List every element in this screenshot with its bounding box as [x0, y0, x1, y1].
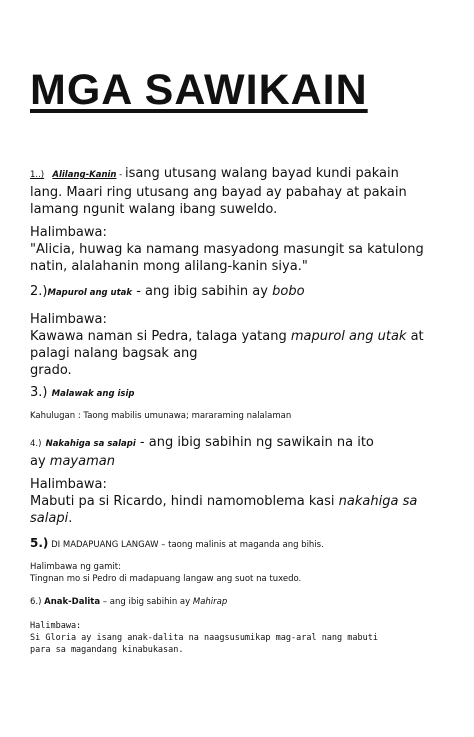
entry-1-example: Halimbawa: "Alicia, huwag ka namang masyadong masungit sa katulong natin, alalahanin mong alilang-kanin siya.": [30, 225, 424, 274]
entry-6-example: Halimbawa: Si Gloria ay isang anak-dalita na naagsusumikap mag-aral nang mabuti para sa magandang kinabukasan.: [30, 621, 378, 655]
entry-3-term: Malawak ang isip: [51, 389, 135, 399]
entry-1-term: Alilang-Kanin: [52, 170, 117, 180]
entry-6-definition: 6.) Anak-Dalita – ang ibig sabihin ay Mahirap: [30, 597, 228, 607]
entry-5-definition: 5.) DI MADAPUANG LANGAW – taong malinis at maganda ang bihis.: [30, 536, 324, 550]
entry-4-example-label: Halimbawa:: [30, 477, 107, 492]
entry-3-heading: [30, 384, 450, 403]
entry-2-term: Mapurol ang utak: [47, 288, 133, 298]
entry-1-example-label: Halimbawa:: [30, 225, 107, 240]
entry-4-example: Halimbawa: Mabuti pa si Ricardo, hindi namomoblema kasi nakahiga sa salapi.: [30, 477, 418, 526]
entry-6-term: Anak-Dalita: [44, 597, 101, 607]
entry-1-definition: 1..) Alilang-Kanin - isang utusang walang bayad kundi pakain lang. Maari ring utusang ang bayad ay pabahay at pakain lamang ngunit walang ibang suweldo.: [30, 166, 407, 217]
entry-2-number: 2.): [30, 284, 48, 299]
page-title: MGA SAWIKAIN: [30, 66, 368, 114]
entry-3-meaning: Kahulugan : Taong mabilis umunawa; mararaming nalalaman: [30, 411, 292, 421]
entry-2-example-label: Halimbawa:: [30, 312, 107, 327]
entry-3-number: 3.): [30, 385, 48, 400]
entry-5-example-label: Halimbawa ng gamit:: [30, 562, 121, 572]
entry-2-definition: 2.)Mapurol ang utak - ang ibig sabihin ay bobo: [30, 284, 305, 299]
entry-4-definition: 4.) Nakahiga sa salapi - ang ibig sabihin ng sawikain na ito ay mayaman: [30, 435, 374, 469]
entry-4-number: 4.): [30, 439, 42, 449]
entry-1-number: 1..): [30, 170, 45, 180]
entry-4-term: Nakahiga sa salapi: [45, 439, 136, 449]
entry-5-number: 5.): [30, 536, 49, 550]
entry-2-example: Halimbawa: Kawawa naman si Pedra, talaga yatang mapurol ang utak at palagi nalang bagsak ang grado.: [30, 312, 424, 378]
entry-5-term: DI MADAPUANG LANGAW: [51, 540, 159, 550]
entry-5-example: Halimbawa ng gamit: Tingnan mo si Pedro di madapuang langaw ang suot na tuxedo.: [30, 562, 302, 584]
entry-6-example-label: Halimbawa:: [30, 621, 82, 631]
entry-6-number: 6.): [30, 597, 42, 607]
